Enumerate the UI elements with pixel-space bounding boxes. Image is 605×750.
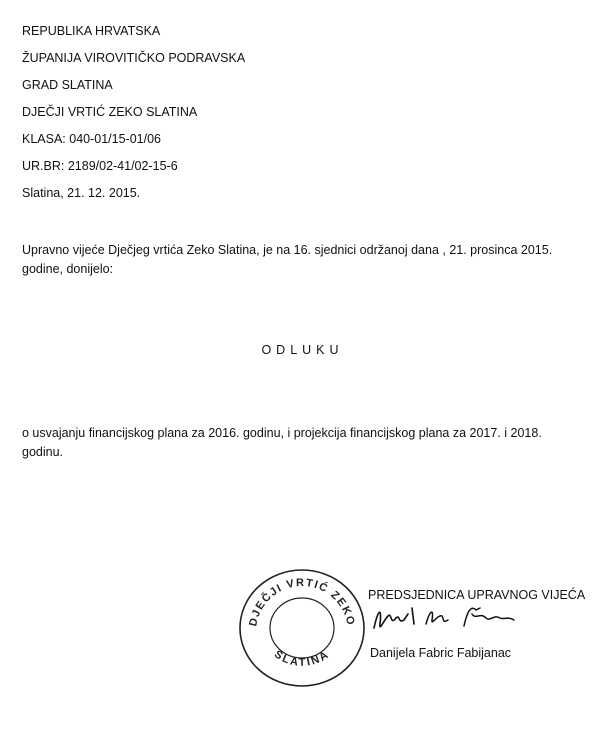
header-city: GRAD SLATINA — [22, 78, 113, 92]
stamp-bottom-text: SLATINA — [272, 648, 332, 669]
official-stamp — [234, 562, 370, 690]
header-klasa: KLASA: 040-01/15-01/06 — [22, 132, 161, 146]
header-urbr: UR.BR: 2189/02-41/02-15-6 — [22, 159, 178, 173]
header-place-date: Slatina, 21. 12. 2015. — [22, 186, 141, 200]
header-county: ŽUPANIJA VIROVITIČKO PODRAVSKA — [22, 51, 246, 65]
header-institution: DJEČJI VRTIĆ ZEKO SLATINA — [22, 105, 198, 119]
handwritten-signature — [368, 602, 528, 636]
decision-paragraph: o usvajanju financijskog plana za 2016. godinu, i projekcija financijskog plana za 2017. i 2018. godinu. — [22, 426, 542, 459]
stamp-top-text: DJEČJI VRTIĆ ZEKO — [247, 576, 357, 628]
signatory-name: Danijela Fabric Fabijanac — [370, 646, 512, 660]
document-title: ODLUKU — [261, 343, 344, 357]
header-country: REPUBLIKA HRVATSKA — [22, 24, 161, 38]
intro-paragraph: Upravno vijeće Dječjeg vrtića Zeko Slatina, je na 16. sjednici održanoj dana , 21. prosinca 2015. godine, donijelo: — [22, 243, 553, 276]
signature-role: PREDSJEDNICA UPRAVNOG VIJEĆA — [368, 588, 586, 602]
